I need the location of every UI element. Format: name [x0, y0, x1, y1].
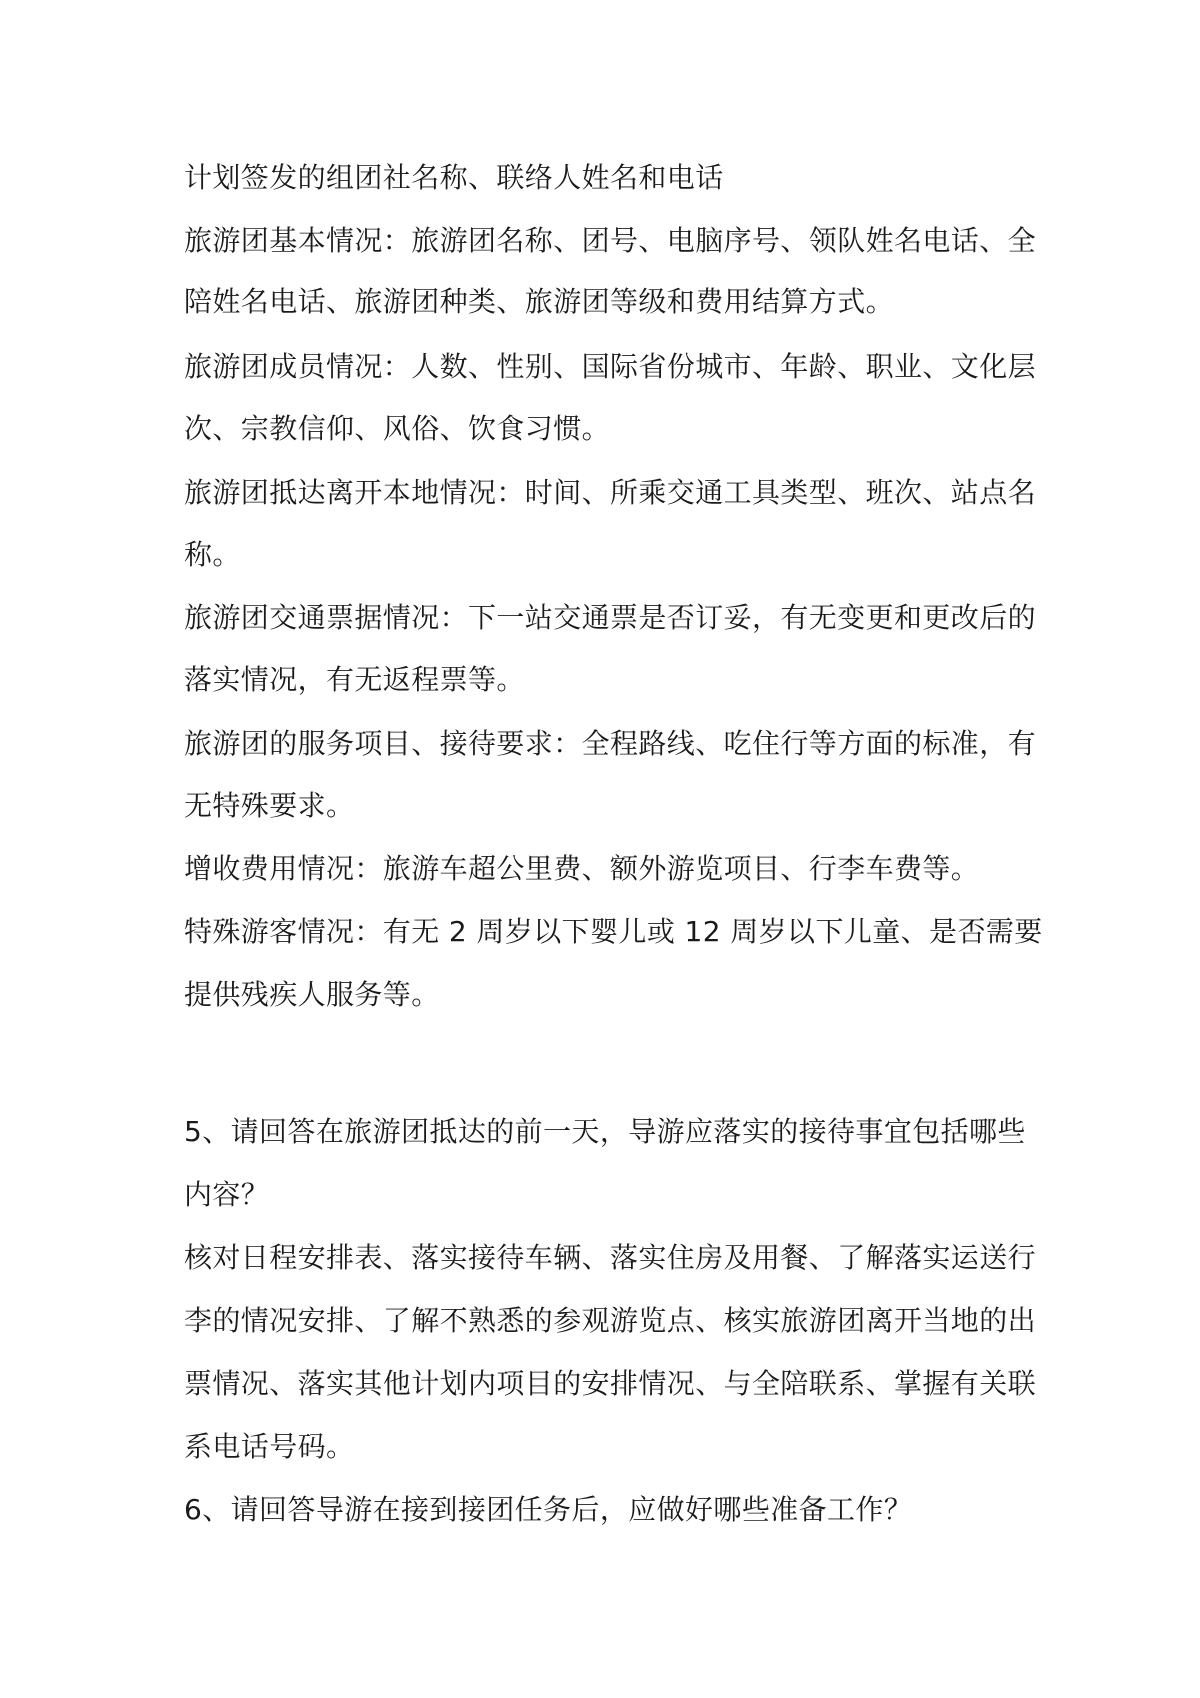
answer-line: 票情况、落实其他计划内项目的安排情况、与全陪联系、掌握有关联: [184, 1367, 1037, 1400]
text-line: 提供残疾人服务等。: [184, 978, 440, 1011]
text-line: 称。: [184, 538, 241, 571]
text-line: 次、宗教信仰、风俗、饮食习惯。: [184, 412, 611, 445]
question-line: 6、请回答导游在接到接团任务后，应做好哪些准备工作？: [184, 1493, 913, 1526]
question-line: 5、请回答在旅游团抵达的前一天，导游应落实的接待事宜包括哪些: [184, 1115, 1026, 1148]
text-line: 特殊游客情况：有无 2 周岁以下婴儿或 12 周岁以下儿童、是否需要: [184, 915, 1043, 948]
text-line: 落实情况，有无返程票等。: [184, 663, 525, 696]
text-line: 旅游团的服务项目、接待要求：全程路线、吃住行等方面的标准，有: [184, 727, 1037, 760]
text-line: 增收费用情况：旅游车超公里费、额外游览项目、行李车费等。: [184, 852, 980, 885]
answer-line: 李的情况安排、了解不熟悉的参观游览点、核实旅游团离开当地的出: [184, 1304, 1037, 1337]
answer-line: 核对日程安排表、落实接待车辆、落实住房及用餐、了解落实运送行: [184, 1241, 1037, 1274]
text-line: 旅游团成员情况：人数、性别、国际省份城市、年龄、职业、文化层: [184, 350, 1037, 383]
text-line: 旅游团交通票据情况：下一站交通票是否订妥，有无变更和更改后的: [184, 601, 1037, 634]
text-line: 无特殊要求。: [184, 789, 355, 822]
text-line: 计划签发的组团社名称、联络人姓名和电话: [184, 161, 724, 194]
text-line: 旅游团抵达离开本地情况：时间、所乘交通工具类型、班次、站点名: [184, 476, 1037, 509]
text-line: 旅游团基本情况：旅游团名称、团号、电脑序号、领队姓名电话、全: [184, 224, 1037, 257]
text-line: 陪姓名电话、旅游团种类、旅游团等级和费用结算方式。: [184, 285, 895, 318]
answer-line: 系电话号码。: [184, 1430, 355, 1463]
question-line: 内容？: [184, 1178, 270, 1211]
